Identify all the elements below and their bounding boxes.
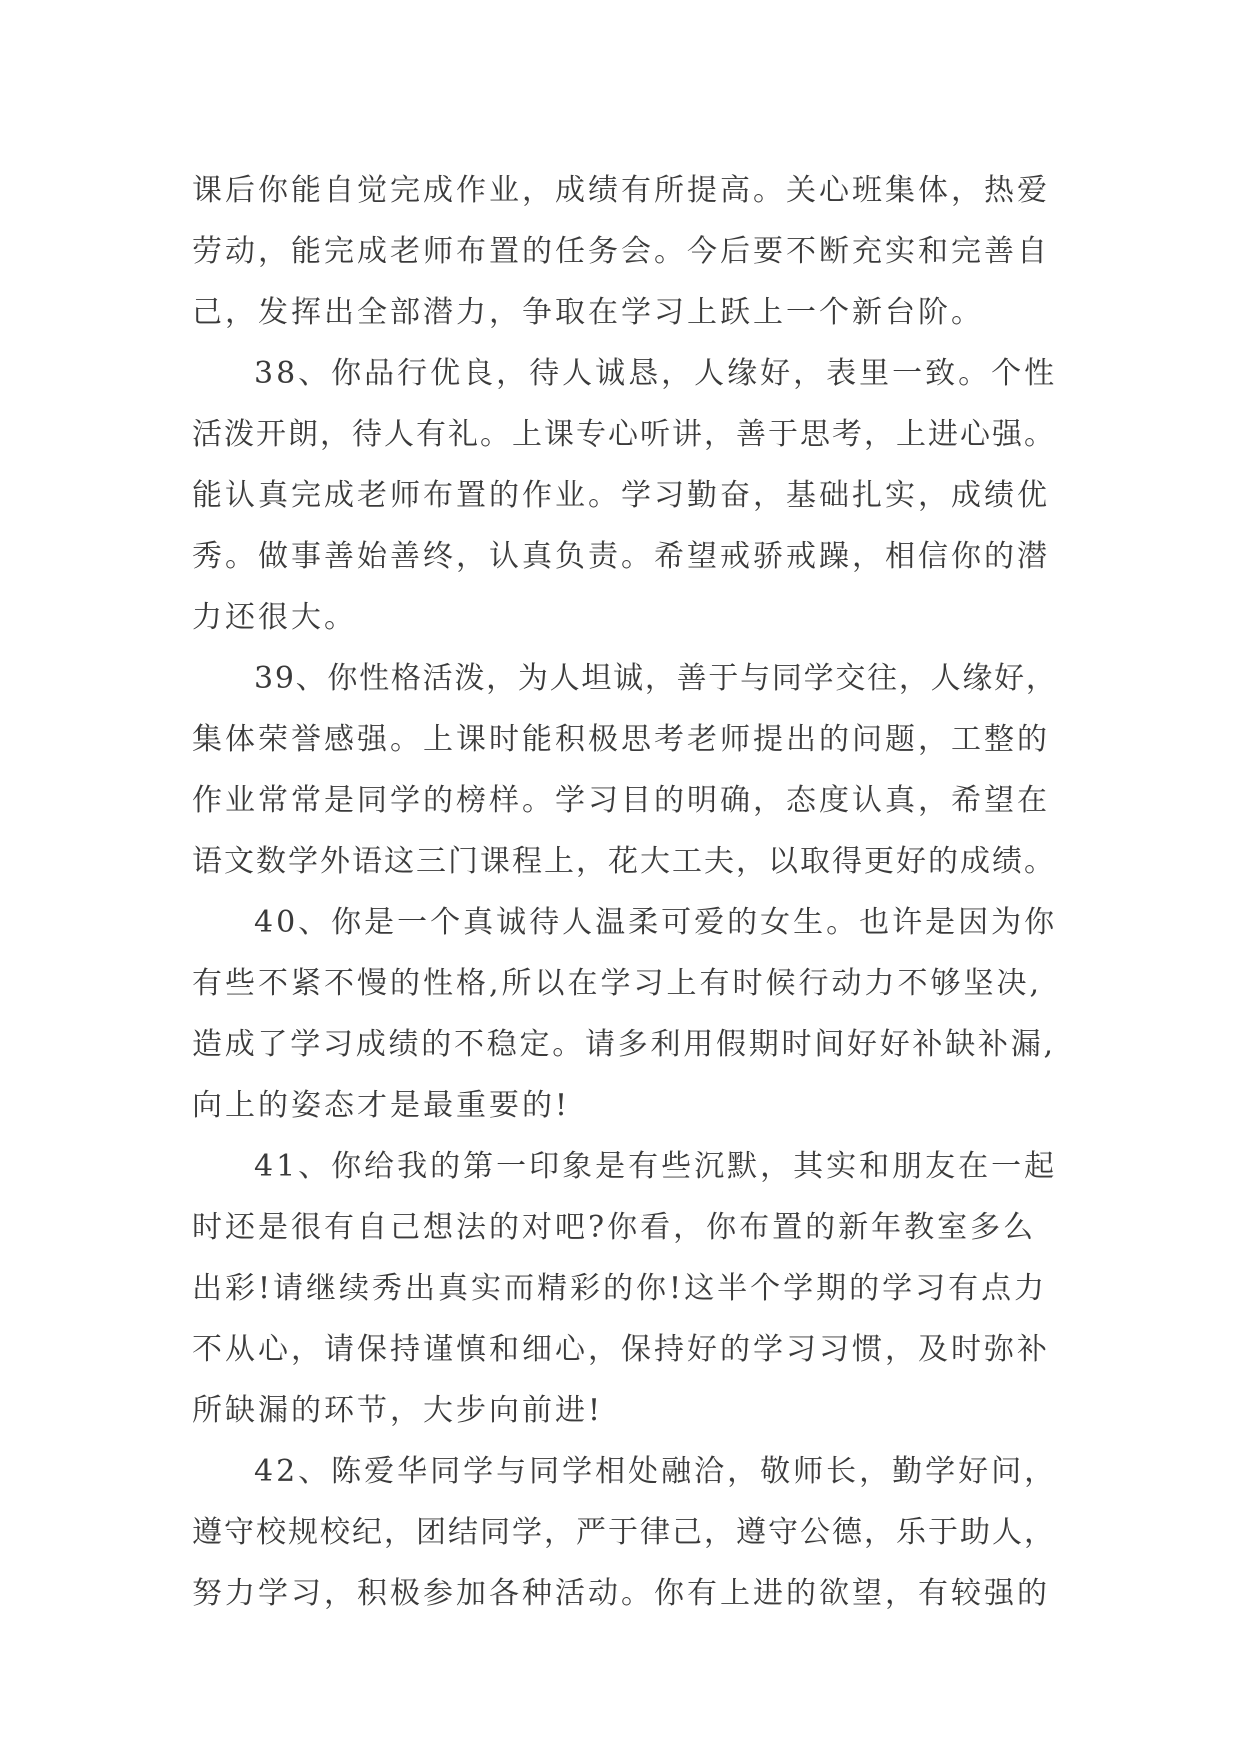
text-line: 38、你品行优良，待人诚恳，人缘好，表里一致。个性 [254,356,1058,391]
text-line: 己，发挥出全部潜力，争取在学习上跃上一个新台阶。 [192,295,984,330]
text-line: 集体荣誉感强。上课时能积极思考老师提出的问题，工整的 [192,722,1050,757]
text-line: 活泼开朗，待人有礼。上课专心听讲，善于思考，上进心强。 [192,417,1056,452]
text-line: 造成了学习成绩的不稳定。请多利用假期时间好好补缺补漏, [192,1027,1056,1062]
paragraph-42 [192,1441,1062,1624]
text-line: 秀。做事善始善终，认真负责。希望戒骄戒躁，相信你的潜 [192,539,1050,574]
text-line: 时还是很有自己想法的对吧?你看，你布置的新年教室多么 [192,1210,1037,1245]
paragraph-40 [192,892,1062,1136]
text-line: 语文数学外语这三门课程上，花大工夫，以取得更好的成绩。 [192,844,1056,879]
paragraph-38 [192,343,1062,648]
text-line: 40、你是一个真诚待人温柔可爱的女生。也许是因为你 [254,905,1058,940]
text-line: 力还很大。 [192,600,357,635]
text-line: 课后你能自觉完成作业，成绩有所提高。关心班集体，热爱 [192,173,1050,208]
paragraph-continuation [192,160,1062,343]
document-body [192,160,1062,1624]
text-line: 努力学习，积极参加各种活动。你有上进的欲望，有较强的 [192,1576,1050,1611]
text-line: 劳动，能完成老师布置的任务会。今后要不断充实和完善自 [192,234,1050,269]
text-line: 39、你性格活泼，为人坦诚，善于与同学交往，人缘好， [254,661,1058,696]
text-line: 42、陈爱华同学与同学相处融洽，敬师长，勤学好问， [254,1454,1058,1489]
text-line: 出彩!请继续秀出真实而精彩的你!这半个学期的学习有点力 [192,1271,1048,1306]
text-line: 向上的姿态才是最重要的! [192,1088,571,1123]
text-line: 能认真完成老师布置的作业。学习勤奋，基础扎实，成绩优 [192,478,1050,513]
paragraph-41 [192,1136,1062,1441]
paragraph-39 [192,648,1062,892]
text-line: 不从心，请保持谨慎和细心，保持好的学习习惯，及时弥补 [192,1332,1050,1367]
text-line: 所缺漏的环节，大步向前进! [192,1393,604,1428]
text-line: 有些不紧不慢的性格,所以在学习上有时候行动力不够坚决, [192,966,1043,1001]
text-line: 遵守校规校纪，团结同学，严于律己，遵守公德，乐于助人， [192,1515,1056,1550]
text-line: 作业常常是同学的榜样。学习目的明确，态度认真，希望在 [192,783,1050,818]
text-line: 41、你给我的第一印象是有些沉默，其实和朋友在一起 [254,1149,1058,1184]
